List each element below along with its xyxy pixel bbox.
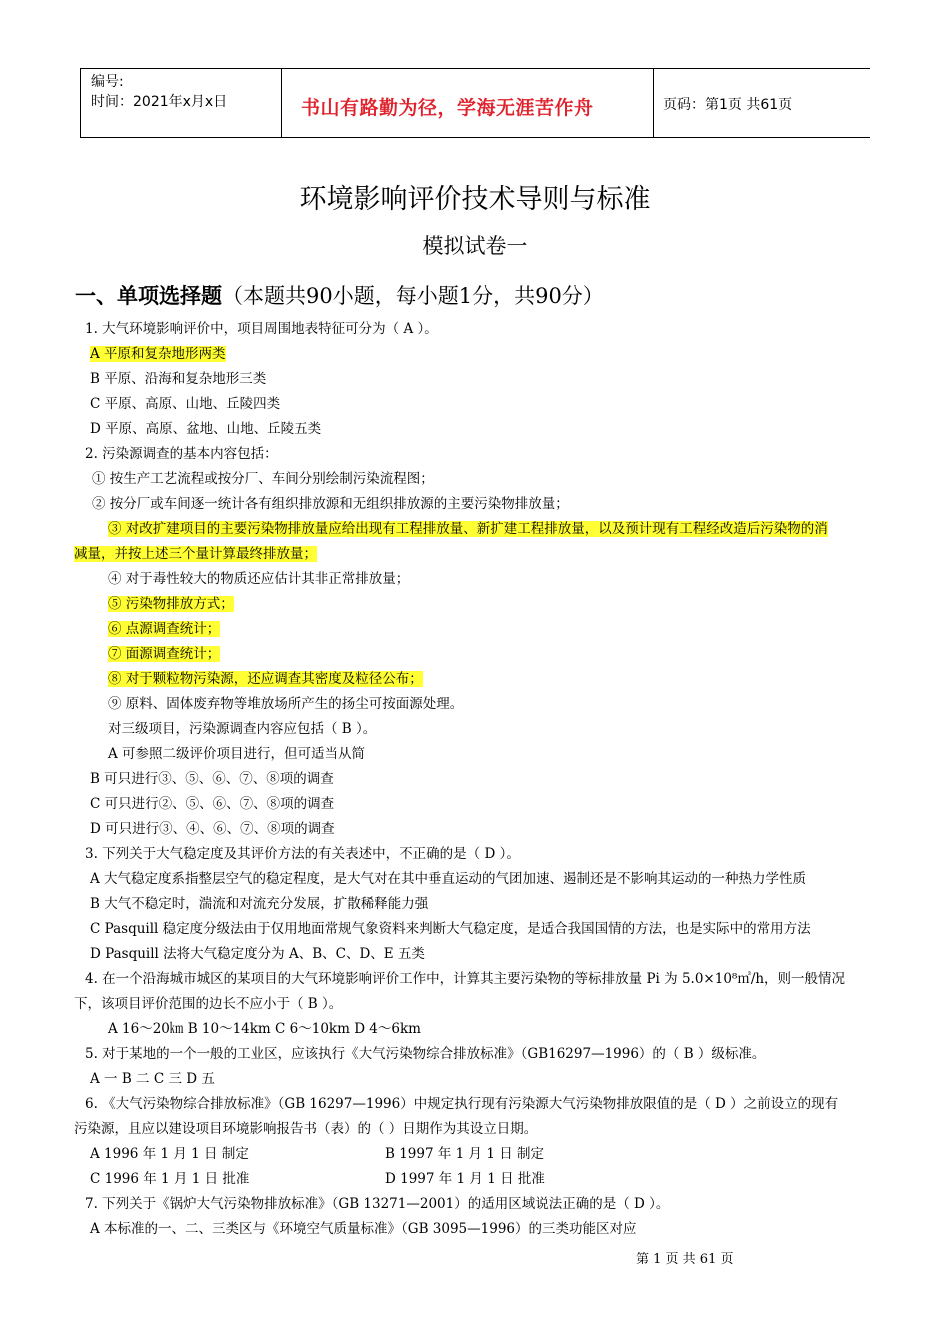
question-line	[108, 620, 220, 638]
section-note: （本题共90小题，每小题1分，共90分）	[222, 284, 604, 308]
header-left-cell	[80, 69, 282, 137]
section-heading	[75, 280, 604, 310]
section-title: 一、单项选择题	[75, 284, 222, 308]
line-text: 2. 污染源调查的基本内容包括：	[85, 446, 278, 462]
question-line	[108, 645, 220, 663]
question-line	[90, 945, 425, 963]
highlighted-answer-text: ⑧ 对于颗粒物污染源，还应调查其密度及粒径公布；	[108, 671, 423, 687]
document-subtitle: 模拟试卷一	[422, 234, 528, 258]
line-text: A 一 B 二 C 三 D 五	[90, 1071, 215, 1087]
line-text: D 1997 年 1 月 1 日 批准	[385, 1171, 545, 1187]
line-text: 4. 在一个沿海城市城区的某项目的大气环境影响评价工作中，计算其主要污染物的等标排放量 Pi 为 5.0×10⁸㎥/h，则一般情况	[85, 971, 846, 987]
line-text: A 1996 年 1 月 1 日 制定	[90, 1146, 249, 1162]
line-text: 6. 《大气污染物综合排放标准》（GB 16297—1996）中规定执行现有污染源大气污染物排放限值的是（ D ）之前设立的现有	[85, 1096, 839, 1112]
question-line	[108, 670, 423, 688]
question-line	[74, 545, 317, 563]
line-text: C 可只进行②、⑤、⑥、⑦、⑧项的调查	[90, 796, 335, 812]
line-text: ④ 对于毒性较大的物质还应估计其非正常排放量；	[108, 571, 410, 587]
line-text: ① 按生产工艺流程或按分厂、车间分别绘制污染流程图；	[92, 471, 434, 487]
question-line	[85, 1195, 669, 1213]
question-line	[85, 970, 845, 988]
question-line	[108, 720, 376, 738]
question-line	[108, 745, 365, 763]
question-line	[90, 395, 280, 413]
line-text: D 平原、高原、盆地、山地、丘陵五类	[90, 421, 322, 437]
question-line	[90, 370, 266, 388]
line-text: 7. 下列关于《锅炉大气污染物排放标准》（GB 13271—2001）的适用区域说法正确的是（ D ）。	[85, 1196, 670, 1212]
line-text: B 可只进行③、⑤、⑥、⑦、⑧项的调查	[90, 771, 334, 787]
line-text: A 可参照二级评价项目进行，但可适当从简	[108, 746, 366, 762]
question-line	[385, 1170, 545, 1188]
highlighted-answer-text: 减量，并按上述三个量计算最终排放量；	[74, 546, 317, 562]
question-line	[90, 1220, 637, 1238]
question-line	[85, 1095, 838, 1113]
document-number-label: 编号:	[91, 74, 124, 90]
line-text: C 平原、高原、山地、丘陵四类	[90, 396, 281, 412]
header-motto-cell	[281, 69, 654, 137]
highlighted-answer-text: A 平原和复杂地形两类	[90, 346, 226, 362]
header-page-info: 页码：第1页 共61页	[663, 97, 793, 113]
question-line	[85, 845, 520, 863]
question-line	[90, 1170, 249, 1188]
line-text: 对三级项目，污染源调查内容应包括（ B ）。	[108, 721, 377, 737]
line-text: B 1997 年 1 月 1 日 制定	[385, 1146, 544, 1162]
question-line	[90, 870, 806, 888]
question-line	[92, 470, 434, 488]
line-text: C 1996 年 1 月 1 日 批准	[90, 1171, 250, 1187]
line-text: 污染源，且应以建设项目环境影响报告书（表）的（ ）日期作为其设立日期。	[74, 1121, 538, 1137]
question-line	[90, 1145, 249, 1163]
page-footer: 第 1 页 共 61 页	[636, 1252, 734, 1267]
line-text: 下，该项目评价范围的边长不应小于（ B ）。	[74, 996, 343, 1012]
line-text: D Pasquill 法将大气稳定度分为 A、B、C、D、E 五类	[90, 946, 425, 962]
line-text: 5. 对于某地的一个一般的工业区，应该执行《大气污染物综合排放标准》（GB16297—1996）的（ B ）级标准。	[85, 1046, 766, 1062]
document-title: 环境影响评价技术导则与标准	[299, 184, 651, 215]
motto-text: 书山有路勤为径，学海无涯苦作舟	[301, 97, 594, 119]
line-text: C Pasquill 稳定度分级法由于仅用地面常规气象资料来判断大气稳定度，是适合我国国情的方法，也是实际中的常用方法	[90, 921, 811, 937]
question-line	[90, 895, 428, 913]
question-line	[90, 820, 335, 838]
line-text: 1. 大气环境影响评价中，项目周围地表特征可分为（ A ）。	[85, 321, 438, 337]
question-line	[85, 445, 278, 463]
question-line	[90, 420, 321, 438]
document-header	[80, 68, 870, 138]
question-line	[385, 1145, 544, 1163]
question-line	[90, 1070, 215, 1088]
question-line	[90, 345, 226, 363]
document-time-label: 时间：2021年x月x日	[91, 94, 228, 110]
question-line	[85, 320, 438, 338]
highlighted-answer-text: ⑥ 点源调查统计；	[108, 621, 221, 637]
line-text: ② 按分厂或车间逐一统计各有组织排放源和无组织排放源的主要污染物排放量；	[92, 496, 569, 512]
line-text: B 大气不稳定时，湍流和对流充分发展，扩散稀释能力强	[90, 896, 429, 912]
question-line	[92, 495, 569, 513]
question-line	[74, 995, 342, 1013]
question-line	[85, 1045, 765, 1063]
question-line	[90, 795, 334, 813]
question-line	[74, 1120, 537, 1138]
line-text: 3. 下列关于大气稳定度及其评价方法的有关表述中，不正确的是（ D ）。	[85, 846, 520, 862]
question-line	[108, 520, 828, 538]
question-line	[90, 770, 334, 788]
line-text: A 本标准的一、二、三类区与《环境空气质量标准》（GB 3095—1996）的三类功能区对应	[90, 1221, 637, 1237]
line-text: D 可只进行③、④、⑥、⑦、⑧项的调查	[90, 821, 335, 837]
question-line	[90, 920, 811, 938]
highlighted-answer-text: ③ 对改扩建项目的主要污染物排放量应给出现有工程排放量、新扩建工程排放量，以及预计现有工程经改造后污染物的消	[108, 521, 828, 537]
line-text: ⑨ 原料、固体废弃物等堆放场所产生的扬尘可按面源处理。	[108, 696, 464, 712]
highlighted-answer-text: ⑦ 面源调查统计；	[108, 646, 221, 662]
line-text: A 16～20㎞ B 10～14km C 6～10km D 4～6km	[108, 1021, 421, 1037]
line-text: B 平原、沿海和复杂地形三类	[90, 371, 267, 387]
question-line	[108, 595, 234, 613]
question-line	[108, 695, 463, 713]
highlighted-answer-text: ⑤ 污染物排放方式；	[108, 596, 234, 612]
question-line	[108, 1020, 421, 1038]
line-text: A 大气稳定度系指整层空气的稳定程度，是大气对在其中垂直运动的气团加速、遏制还是不影响其运动的一种热力学性质	[90, 871, 807, 887]
question-line	[108, 570, 409, 588]
